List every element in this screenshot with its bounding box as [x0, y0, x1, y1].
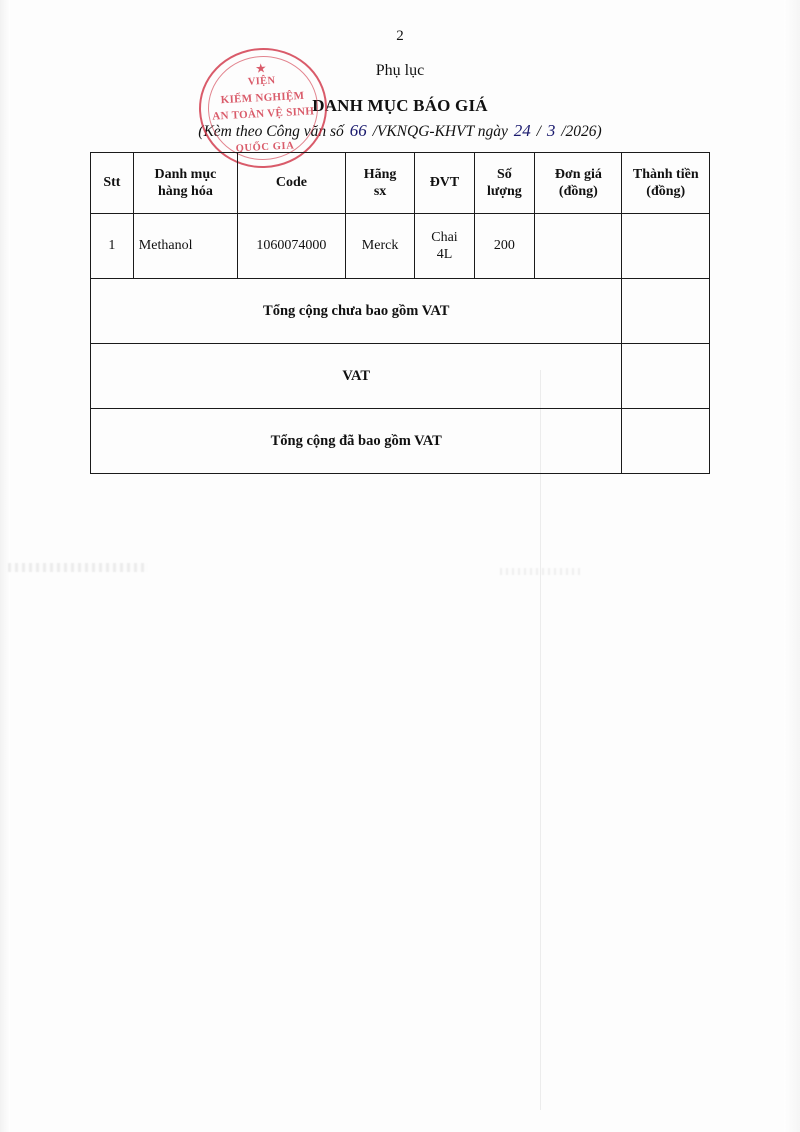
cell-brand: Merck: [345, 214, 415, 279]
summary-row-total: [91, 409, 710, 474]
star-icon: ★: [255, 62, 267, 76]
table-body: [91, 214, 710, 474]
column-header-stt-line1: Stt: [103, 175, 121, 191]
page-number: 2: [396, 28, 404, 44]
cell-unit-line2: 4L: [436, 247, 453, 262]
summary-value-vat: [622, 344, 710, 409]
column-header-quantity: [474, 153, 535, 214]
column-header-name-line2: hàng hóa: [157, 184, 213, 199]
column-header-brand: [345, 153, 415, 214]
column-header-amount: [622, 153, 710, 214]
column-header-unit: [415, 153, 474, 214]
reference-prefix: (Kèm theo Công văn số: [198, 123, 344, 140]
column-header-unit-price-line1: Đơn giá: [554, 166, 602, 182]
summary-label-subtotal: Tổng cộng chưa bao gồm VAT: [91, 279, 622, 344]
column-header-name: [133, 153, 237, 214]
document-reference-line: [0, 121, 800, 141]
stamp-line-3: AN TOÀN VỆ SINH: [212, 105, 315, 123]
column-header-code-line1: Code: [275, 175, 307, 191]
cell-code: 1060074000: [238, 214, 346, 279]
column-header-quantity-line1: Số: [497, 166, 512, 182]
stamp-line-2: KIỂM NGHIỆM: [220, 89, 305, 107]
reference-month-handwritten: 3: [546, 121, 556, 140]
cell-amount: [622, 214, 710, 279]
reference-number-handwritten: 66: [349, 121, 367, 140]
reference-suffix: /2026): [561, 123, 602, 140]
reference-slash: /: [536, 123, 541, 140]
reference-middle: /VKNQG-KHVT ngày: [372, 123, 508, 140]
table-row: [91, 214, 710, 279]
scan-fold-line: [540, 370, 541, 1110]
cell-unit-price: [535, 214, 622, 279]
cell-unit: [415, 214, 474, 279]
stamp-bottom-text: QUỐC GIA: [235, 140, 295, 155]
summary-row-subtotal: [91, 279, 710, 344]
table-header: [91, 153, 710, 214]
column-header-code: [238, 153, 346, 214]
column-header-name-line1: Danh mục: [154, 166, 217, 182]
column-header-unit-line1: ĐVT: [429, 175, 460, 191]
summary-label-vat: VAT: [91, 344, 622, 409]
column-header-brand-line2: sx: [373, 184, 387, 199]
reference-day-handwritten: 24: [513, 121, 531, 140]
summary-value-subtotal: [622, 279, 710, 344]
column-header-unit-price-line2: (đồng): [558, 184, 598, 199]
summary-value-total: [622, 409, 710, 474]
scan-smudge-left: [8, 563, 148, 572]
cell-unit-line1: Chai: [431, 229, 458, 245]
column-header-amount-line1: Thành tiền: [632, 166, 699, 182]
cell-name: Methanol: [133, 214, 237, 279]
column-header-stt: [91, 153, 134, 214]
cell-stt: 1: [91, 214, 134, 279]
table-header-row: [91, 153, 710, 214]
column-header-unit-price: [535, 153, 622, 214]
quote-table: [90, 152, 710, 474]
stamp-line-1: VIỆN: [247, 75, 276, 88]
column-header-amount-line2: (đồng): [646, 184, 686, 199]
cell-quantity: 200: [474, 214, 535, 279]
summary-row-vat: [91, 344, 710, 409]
page-title: DANH MỤC BÁO GIÁ: [312, 96, 488, 115]
column-header-quantity-line2: lượng: [486, 184, 522, 199]
column-header-brand-line1: Hãng: [363, 166, 397, 182]
scan-edge-artifact-right: [784, 0, 800, 1132]
summary-label-total: Tổng cộng đã bao gồm VAT: [91, 409, 622, 474]
document-subtitle: Phụ lục: [375, 62, 425, 79]
